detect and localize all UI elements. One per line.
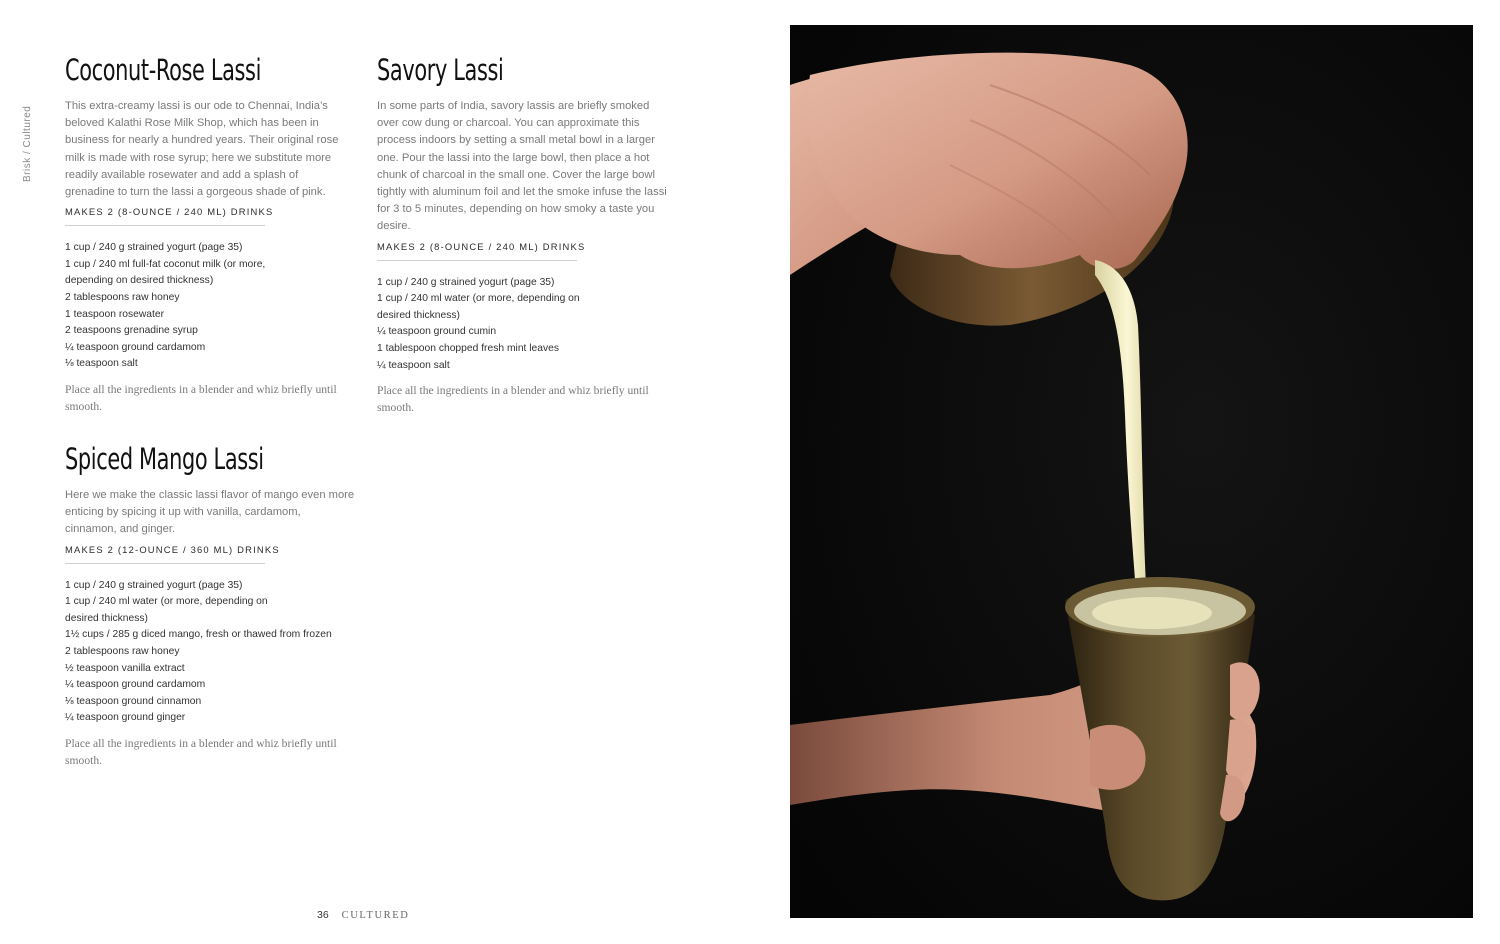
recipe-intro: This extra-creamy lassi is our ode to Chennai, India’s beloved Kalathi Rose Milk Shop, which has been in business for nearly a hundred years. Their original rose milk is made with rose syrup; here we substitute more readily available rosewater and add a splash of grenadine to turn the lassi a gorgeous shade of pink. [65,100,339,199]
recipe-yield: MAKES 2 (8-OUNCE / 240 ML) DRINKS [377,241,577,261]
ingredient-item: 1 cup / 240 ml water (or more, depending on desired thickness) [65,594,355,627]
ingredient-continuation: desired thickness) [377,309,460,321]
ingredient-item: 1 teaspoon rosewater [65,308,165,320]
ingredient-item: 2 tablespoons raw honey [65,645,180,657]
ingredient-item: 2 teaspoons grenadine syrup [65,325,198,337]
recipe-title: Spiced Mango Lassi [65,442,264,476]
ingredient-item: ¼ teaspoon salt [377,359,450,371]
recipe-intro: In some parts of India, savory lassis are briefly smoked over cow dung or charcoal. You can approximate this process indoors by setting a small metal bowl in a larger one. Pour the lassi into the large bowl, then place a hot chunk of charcoal in the small one. Cover the large bowl tightly with aluminum foil and let the smoke infuse the lassi for 3 to 5 minutes, depending on how smoky a taste you desire. [377,100,667,233]
ingredient-item: ¼ teaspoon ground cardamom [65,679,206,691]
recipe-method: Place all the ingredients in a blender and whiz briefly until smooth. [377,384,649,415]
recipe-intro: Here we make the classic lassi flavor of mango even more enticing by spicing it up with vanilla, cardamom, cinnamon, and ginger. [65,489,355,536]
recipe-yield: MAKES 2 (8-OUNCE / 240 ML) DRINKS [65,206,265,226]
ingredient-continuation: depending on desired thickness) [65,275,214,287]
ingredient-item: ¼ teaspoon ground cardamom [65,341,206,353]
page-footer [317,909,409,921]
recipe-savory-lassi [377,48,667,416]
ingredient-item: ⅛ teaspoon salt [65,358,138,370]
ingredient-item: 1 cup / 240 g strained yogurt (page 35) [377,276,555,288]
photo-illustration [790,25,1473,918]
recipe-yield: MAKES 2 (12-OUNCE / 360 ML) DRINKS [65,544,265,564]
recipe-title: Savory Lassi [377,53,504,87]
ingredient-item: ½ teaspoon vanilla extract [65,662,185,674]
ingredient-list [377,275,667,375]
recipe-coconut-rose-lassi [65,48,350,415]
running-head: Brisk / Cultured [22,105,33,182]
ingredient-item: ¼ teaspoon ground cumin [377,326,497,338]
ingredient-item: 1 cup / 240 g strained yogurt (page 35) [65,579,243,591]
recipe-method: Place all the ingredients in a blender and whiz briefly until smooth. [65,736,337,767]
ingredient-list [65,578,355,727]
recipe-title: Coconut-Rose Lassi [65,53,262,87]
ingredient-item: ⅛ teaspoon ground cinnamon [65,695,202,707]
ingredient-continuation: desired thickness) [65,612,148,624]
ingredient-item: 1 cup / 240 ml water (or more, depending on desired thickness) [377,291,667,324]
ingredient-item: 2 tablespoons raw honey [65,292,180,303]
ingredient-item: 1 tablespoon chopped fresh mint leaves [377,343,560,354]
recipe-spiced-mango-lassi [65,437,355,769]
ingredient-item: 1 cup / 240 ml full-fat coconut milk (or more, depending on desired thickness) [65,257,350,290]
section-name: CULTURED [341,910,410,921]
recipe-method: Place all the ingredients in a blender and whiz briefly until smooth. [65,382,337,413]
ingredient-item: ¼ teaspoon ground ginger [65,712,186,724]
page-number: 36 [317,909,329,921]
lassi-pour-photo-icon [790,25,1473,918]
ingredient-item: 1 cup / 240 g strained yogurt (page 35) [65,242,243,254]
ingredient-item: 1½ cups / 285 g diced mango, fresh or thawed from frozen [65,629,332,641]
ingredient-list [65,240,350,373]
